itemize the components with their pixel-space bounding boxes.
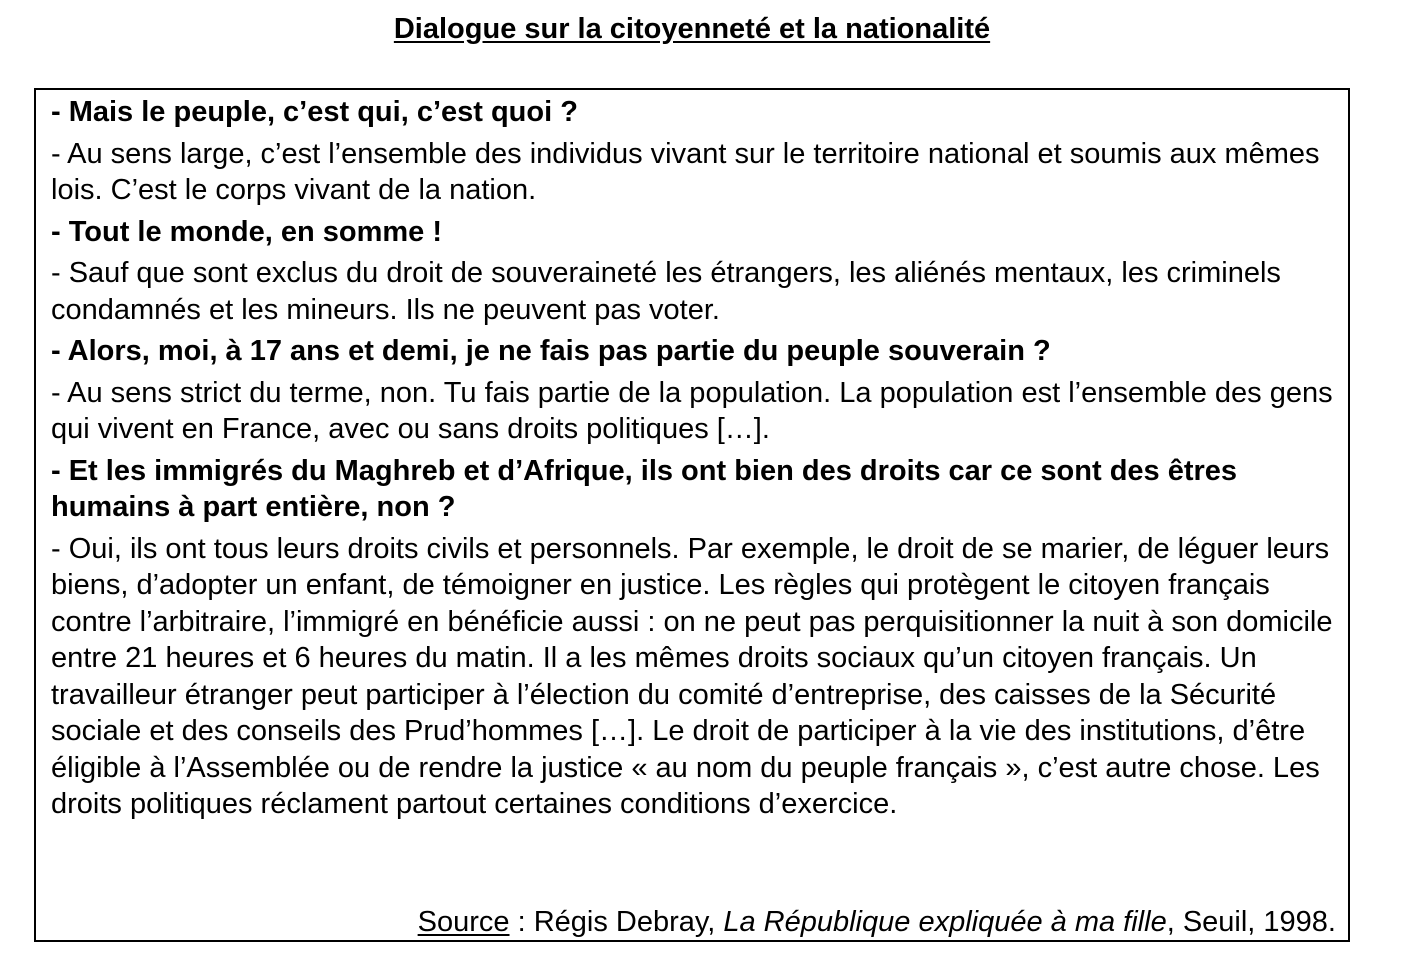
source-separator: : [509,906,534,938]
answer-1: - Au sens large, c’est l’ensemble des individus vivant sur le territoire national et soumis aux mêmes lois. C’est le corps vivant de la nation. [51,137,1320,206]
question-1: - Mais le peuple, c’est qui, c’est quoi ? [51,96,578,128]
answer-2: - Sauf que sont exclus du droit de souveraineté les étrangers, les aliénés mentaux, les criminels condamnés et les mineurs. Ils ne peuvent pas voter. [51,257,1281,326]
source-author: Régis Debray, [533,906,724,938]
source-label: Source [417,906,510,938]
question-3: - Alors, moi, à 17 ans et demi, je ne fais pas partie du peuple souverain ? [51,335,1051,367]
question-4: - Et les immigrés du Maghreb et d’Afrique, ils ont bien des droits car ce sont des êtres humains à part entière, non ? [51,454,1238,523]
dialogue-content [51,94,1341,828]
document-title: Dialogue sur la citoyenneté et la nationalité [393,13,991,45]
dialogue-box [34,88,1350,942]
source-book-title: La République expliquée à ma fille [723,906,1167,938]
answer-3: - Au sens strict du terme, non. Tu fais partie de la population. La population est l’ensemble des gens qui vivent en France, avec ou sans droits politiques […]. [51,376,1333,445]
question-2: - Tout le monde, en somme ! [51,215,442,248]
answer-4: - Oui, ils ont tous leurs droits civils et personnels. Par exemple, le droit de se marier, de léguer leurs biens, d’adopter un enfant, de témoigner en justice. Les règles qui protègent le citoyen français contre l’arbitraire, l’immigré en bénéficie aussi : on ne peut pas perquisitionner la nuit à son domicile entre 21 heures et 6 heures du matin. Il a les mêmes droits sociaux qu’un citoyen français. Un travailleur étranger peut participer à l’élection du comité d’entreprise, des caisses de la Sécurité sociale et des conseils des Prud’hommes […]. Le droit de participer à la vie des institutions, d’être éligible à l’Assemblée ou de rendre la justice « au nom du peuple français », c’est autre chose. Les droits politiques réclament partout certaines conditions d’exercice. [51,532,1333,820]
source-citation [418,904,1336,940]
source-publisher: , Seuil, 1998. [1166,906,1336,938]
